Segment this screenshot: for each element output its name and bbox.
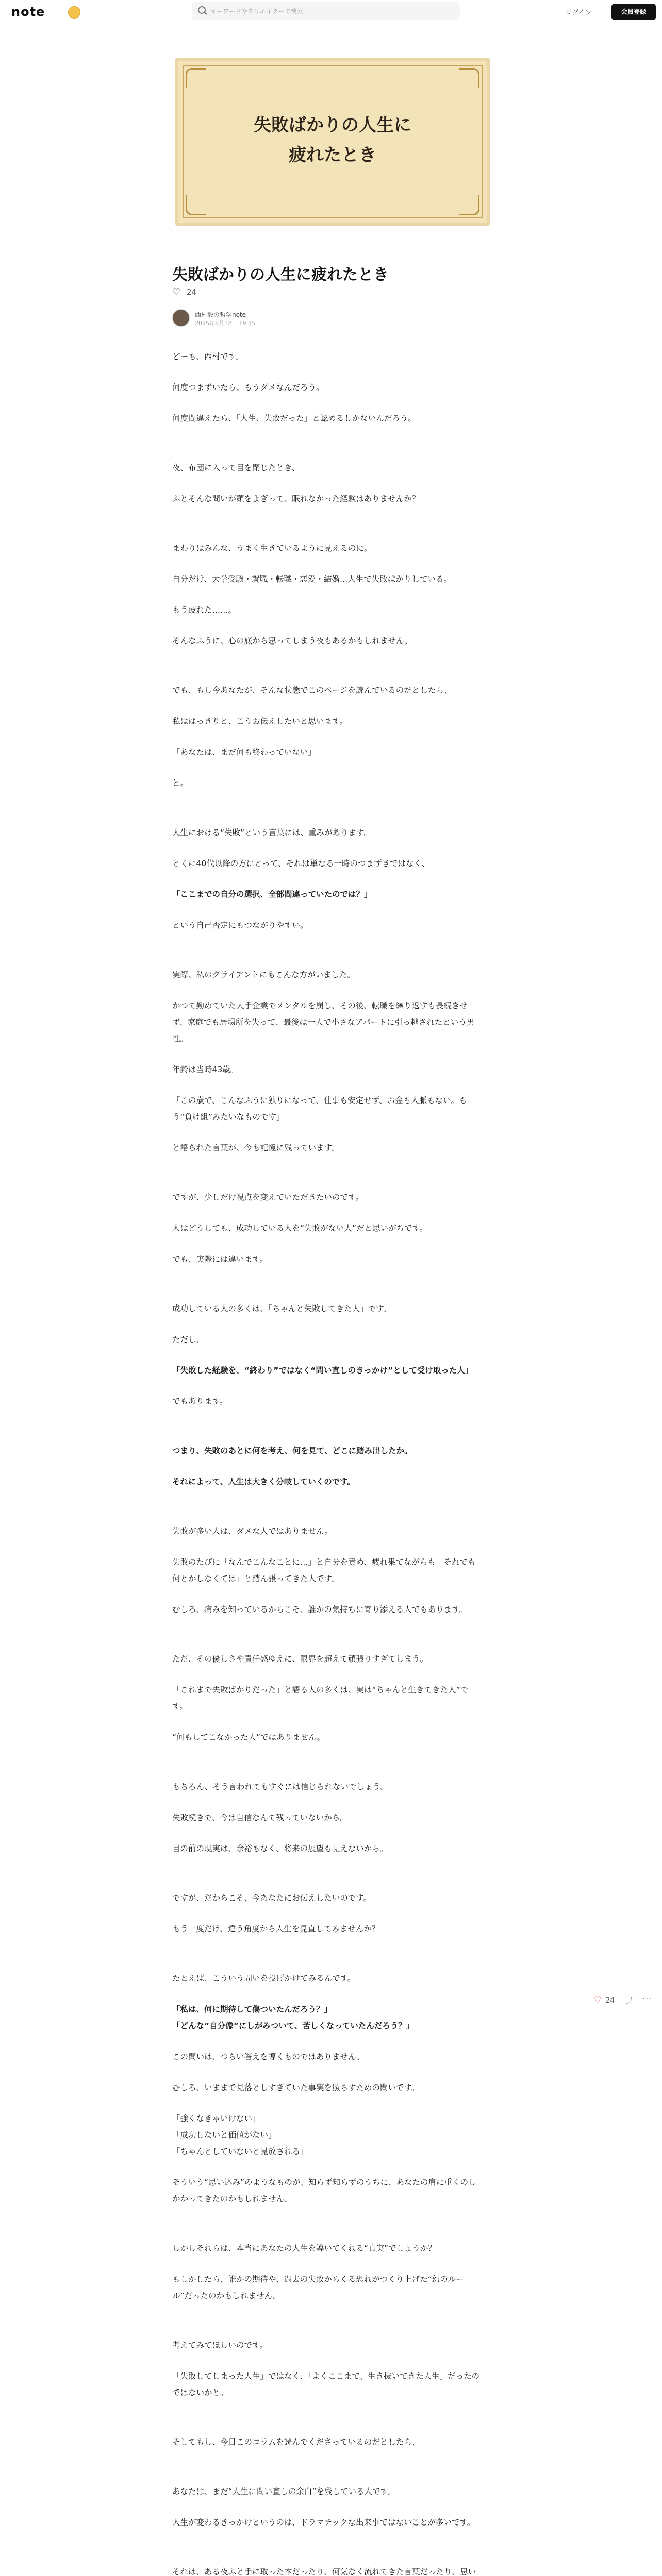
- share-icon[interactable]: ⤴: [626, 1997, 633, 2005]
- corner-ornament-icon: [186, 195, 206, 215]
- article-paragraph: 「ここまでの自分の選択、全部間違っていたのでは？」: [172, 890, 372, 899]
- article-paragraph: そしてもし、今日このコラムを読んでくださっているのだとしたら、: [172, 2437, 420, 2447]
- mascot-icon[interactable]: [68, 6, 80, 19]
- article-paragraph: ただ、その優しさや責任感ゆえに、限界を超えて頑張りすぎてしまう。: [172, 1654, 428, 1664]
- article-paragraph: 人生における“失敗”という言葉には、重みがあります。: [172, 828, 372, 837]
- article-paragraph: でも、もし今あなたが、そんな状態でこのページを読んでいるのだとしたら、: [172, 686, 452, 695]
- article-paragraph: それによって、人生は大きく分岐していくのです。: [172, 1477, 355, 1486]
- article-paragraph: 自分だけ、大学受験・就職・転職・恋愛・結婚…人生で失敗ばかりしている。: [172, 574, 452, 584]
- article-paragraph: 年齢は当時43歳。: [172, 1065, 239, 1074]
- paragraph-spacer: [172, 1424, 482, 1443]
- article-paragraph: この問いは、つらい答えを導くものではありません。: [172, 2052, 365, 2061]
- article-paragraph: あなたは、まだ“人生に問い直しの余白”を残している人です。: [172, 2487, 396, 2496]
- article-paragraph: 何度間違えたら、「人生、失敗だった」と認めるしかないんだろう。: [172, 414, 416, 423]
- article-paragraph: それは、ある夜ふと手に取った本だったり、何気なく流れてきた言葉だったり、思い: [172, 2567, 476, 2576]
- article-title: 失敗ばかりの人生に疲れたとき: [172, 266, 389, 284]
- article-body: [172, 348, 482, 2576]
- article-paragraph: そういう“思い込み”のようなものが、知らず知らずのうちに、あなたの肩に重くのしかかってきたのかもしれません。: [172, 2178, 476, 2204]
- search-box[interactable]: [192, 2, 460, 20]
- paragraph-spacer: [172, 1171, 482, 1189]
- article-paragraph: しかしそれらは、本当にあなたの人生を導いてくれる“真実”でしょうか？: [172, 2244, 437, 2253]
- article-paragraph: そんなふうに、心の底から思ってしまう夜もあるかもしれません。: [172, 636, 412, 646]
- like-row: [172, 286, 196, 299]
- cover-title: 失敗ばかりの人生に 疲れたとき: [254, 115, 411, 165]
- heart-icon: ♡: [594, 1995, 602, 2005]
- corner-ornament-icon: [459, 195, 479, 215]
- article-paragraph: ですが、だからこそ、今あなたにお伝えしたいのです。: [172, 1893, 371, 1903]
- author-name[interactable]: 西村毅の哲学note: [195, 311, 246, 318]
- paragraph-spacer: [172, 1871, 482, 1890]
- article-paragraph: 何度つまずいたら、もうダメなんだろう。: [172, 383, 324, 392]
- article-paragraph: 夜、布団に入って目を閉じたとき、: [172, 463, 300, 472]
- paragraph-spacer: [172, 2465, 482, 2483]
- article-paragraph: むしろ、痛みを知っているからこそ、誰かの気持ちに寄り添える人でもあります。: [172, 1605, 467, 1614]
- article-paragraph: とくに40代以降の方にとって、それは単なる一時のつまずきではなく、: [172, 859, 430, 868]
- article-paragraph: でも、実際には違います。: [172, 1255, 268, 1264]
- article-paragraph: 失敗続きで、今は自信なんて残っていないから。: [172, 1813, 348, 1822]
- signup-button[interactable]: 会員登録: [611, 4, 656, 20]
- article-paragraph: と。: [172, 778, 189, 788]
- article-paragraph: ふとそんな問いが頭をよぎって、眠れなかった経験はありませんか？: [172, 494, 420, 503]
- article-paragraph: と語られた言葉が、今も記憶に残っています。: [172, 1143, 340, 1153]
- paragraph-spacer: [172, 2318, 482, 2337]
- paragraph-spacer: [172, 521, 482, 540]
- corner-ornament-icon: [186, 68, 206, 88]
- paragraph-spacer: [172, 1632, 482, 1651]
- article-paragraph: 私ははっきりと、こうお伝えしたいと思います。: [172, 717, 347, 726]
- search-icon: [198, 6, 206, 14]
- paragraph-spacer: [172, 2415, 482, 2434]
- article-paragraph: 失敗が多い人は、ダメな人ではありません。: [172, 1527, 333, 1536]
- more-icon[interactable]: ···: [642, 1994, 652, 2004]
- article-paragraph: 人はどうしても、成功している人を“失敗がない人”だと思いがちです。: [172, 1224, 428, 1233]
- login-link[interactable]: ログイン: [565, 9, 592, 17]
- article-paragraph: 「この歳で、こんなふうに独りになって、仕事も安定せず、お金も人脈もない。もう“負け組”みたいなものです」: [172, 1096, 467, 1122]
- article-paragraph: 「これまで失敗ばかりだった」と語る人の多くは、実は“ちゃんと生きてきた人”です。: [172, 1685, 469, 1711]
- article-paragraph: 「あなたは、まだ何も終わっていない」: [172, 748, 316, 757]
- paragraph-spacer: [172, 1504, 482, 1523]
- article-paragraph: 考えてみてほしいのです。: [172, 2341, 268, 2350]
- article-paragraph: 実際、私のクライアントにもこんな方がいました。: [172, 970, 355, 979]
- heart-icon[interactable]: ♡: [172, 286, 181, 297]
- article-paragraph: 「強くなきゃいけない」 「成功しないと価値がない」 「ちゃんとしていないと見放される」: [172, 2114, 308, 2156]
- site-header: [0, 0, 662, 25]
- paragraph-spacer: [172, 2222, 482, 2240]
- article-paragraph: 「失敗した経験を、“終わり”ではなく“問い直しのきっかけ”として受け取った人」: [172, 1366, 473, 1375]
- article-paragraph: 「失敗してしまった人生」ではなく、「よくここまで、生き抜いてきた人生」だったのではないかと。: [172, 2371, 480, 2397]
- side-like-count: 24: [605, 1996, 615, 2005]
- article-paragraph: 失敗のたびに「なんでこんなことに…」と自分を責め、疲れ果てながらも「それでも何とかしなくては」と踏ん張ってきた人です。: [172, 1557, 476, 1583]
- article-paragraph: という自己否定にもつながりやすい。: [172, 921, 308, 930]
- article-paragraph: たとえば、こういう問いを投げかけてみるんです。: [172, 1974, 356, 1983]
- paragraph-spacer: [172, 441, 482, 460]
- article-paragraph: つまり、失敗のあとに何を考え、何を見て、どこに踏み出したか。: [172, 1446, 412, 1455]
- side-like-button[interactable]: [594, 1995, 615, 2005]
- article-paragraph: “何もしてこなかった人”ではありません。: [172, 1733, 325, 1742]
- publish-date: 2025年8月12日 19:15: [195, 320, 256, 327]
- paragraph-spacer: [172, 664, 482, 682]
- article-paragraph: もう一度だけ、違う角度から人生を見直してみませんか？: [172, 1924, 380, 1934]
- paragraph-spacer: [172, 1282, 482, 1300]
- article-paragraph: どーも、西村です。: [172, 352, 244, 361]
- article-paragraph: 人生が変わるきっかけというのは、ドラマチックな出来事ではないことが多いです。: [172, 2518, 475, 2527]
- article-paragraph: かつて勤めていた大手企業でメンタルを崩し、その後、転職を繰り返すも長続きせず、家庭でも居場所を失って、最後は一人で小さなアパートに引っ越されたという男性。: [172, 1001, 475, 1043]
- like-count[interactable]: 24: [187, 287, 197, 297]
- avatar[interactable]: [172, 309, 190, 327]
- paragraph-spacer: [172, 806, 482, 824]
- cover-image: [175, 58, 490, 226]
- note-logo[interactable]: note: [11, 5, 45, 19]
- article-paragraph: でもあります。: [172, 1397, 228, 1406]
- corner-ornament-icon: [459, 68, 479, 88]
- paragraph-spacer: [172, 1952, 482, 1970]
- article-paragraph: 成功している人の多くは、「ちゃんと失敗してきた人」です。: [172, 1304, 392, 1313]
- search-input[interactable]: [209, 6, 454, 17]
- article-paragraph: ただし、: [172, 1335, 205, 1344]
- article-paragraph: もう疲れた……。: [172, 605, 237, 615]
- paragraph-spacer: [172, 948, 482, 967]
- article-paragraph: もしかしたら、誰かの期待や、過去の失敗からくる恐れがつくり上げた“幻のルール”だったのかもしれません。: [172, 2275, 464, 2300]
- article-paragraph: ですが、少しだけ視点を変えていただきたいのです。: [172, 1193, 363, 1202]
- article-paragraph: まわりはみんな、うまく生きているように見えるのに。: [172, 544, 372, 553]
- article-paragraph: 目の前の現実は、余裕もなく、将来の展望も見えないから。: [172, 1844, 388, 1853]
- paragraph-spacer: [172, 2545, 482, 2564]
- paragraph-spacer: [172, 1760, 482, 1778]
- article-paragraph: むしろ、いままで見落としすぎていた事実を照らすための問いです。: [172, 2083, 420, 2092]
- article-paragraph: 「私は、何に期待して傷ついたんだろう？」 「どんな“自分像”にしがみついて、苦しくなっていたんだろう？」: [172, 2005, 415, 2030]
- article-paragraph: もちろん、そう言われてもすぐには信じられないでしょう。: [172, 1782, 389, 1791]
